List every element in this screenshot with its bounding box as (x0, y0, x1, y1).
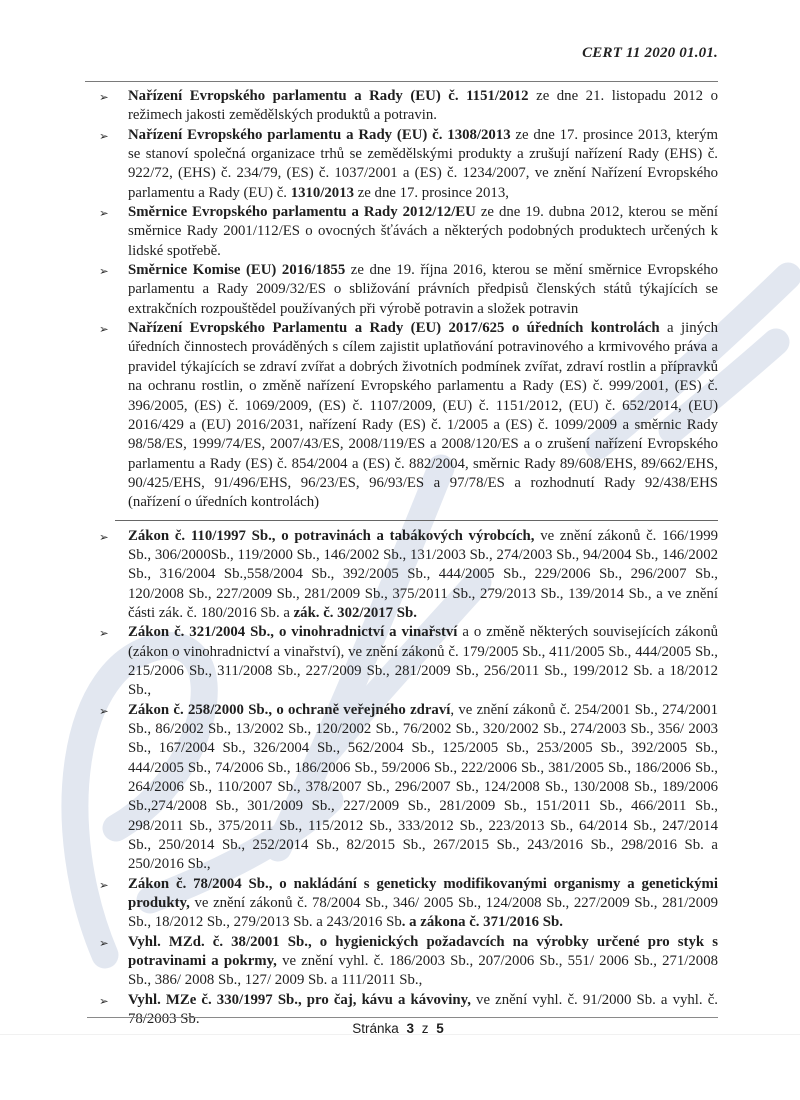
list-item (97, 527, 718, 624)
arrow-bullet-icon: ➢ (99, 935, 109, 950)
page-footer (0, 1021, 800, 1036)
list-item-text: Směrnice Komise (EU) 2016/1855 ze dne 19. října 2016, kterou se mění směrnice Evropského parlamentu a Rady 2009/32/ES o sbližování právních předpisů členských států týkajících se extrakčních rozpouštědel používaných při výrobě potravin a složek potravin (128, 262, 718, 317)
document-content (97, 87, 718, 1030)
list-item-text: Směrnice Evropského parlamentu a Rady 2012/12/EU ze dne 19. dubna 2012, kterou se mění směrnice Rady 2001/112/ES o ovocných šťávách a některých podobných produktech určených k lidské spotřebě. (128, 204, 718, 259)
list-item-text: Nařízení Evropského Parlamentu a Rady (EU) 2017/625 o úředních kontrolách a jiných úředních činnostech prováděných s cílem zajistit uplatňování potravinového a krmivového práva a pravidel týkajících se zdraví zvířat a dobrých životních podmínek zvířat, zdraví rostlin a přípravků na ochranu rostlin, o změně nařízení Evropského parlamentu a Rady (ES) č. 999/2001, (ES) č. 396/2005, (ES) č. 1069/2009, (ES) č. 1107/2009, (EU) č. 1151/2012, (EU) č. 652/2014, (EU) 2016/429 a (EU) 2016/2031, nařízení Rady (ES) č. 1/2005 a (ES) č. 1099/2009 a směrnic Rady 98/58/ES, 1999/74/ES, 2007/43/ES, 2008/119/ES a 2008/120/ES a o zrušení nařízení Evropského parlamentu a Rady (ES) č. 854/2004 a (ES) č. 882/2004, směrnic Rady 89/608/EHS, 89/662/EHS, 90/425/EHS, 91/496/EHS, 96/23/ES, 96/93/ES a 97/78/ES a rozhodnutí Rady 92/438/EHS (nařízení o úředních kontrolách) (128, 320, 718, 511)
list-item (97, 87, 718, 126)
list-item-text: Zákon č. 110/1997 Sb., o potravinách a tabákových výrobcích, ve znění zákonů č. 166/1999 Sb., 306/2000Sb., 119/2000 Sb., 146/2002 Sb., 131/2003 Sb., 274/2003 Sb., 94/2004 Sb., 146/2002 Sb., 316/2004 Sb.,558/2004 Sb., 392/2005 Sb., 444/2005 Sb., 229/2006 Sb., 296/2007 Sb., 120/2008 Sb., 227/2009 Sb., 281/2009 Sb., 375/2011 Sb., 279/2013 Sb., 139/2014 Sb., a ve znění části zák. č. 180/2016 Sb. a zák. č. 302/2017 Sb. (128, 527, 718, 621)
list-item-text: Vyhl. MZe č. 330/1997 Sb., pro čaj, kávu a kávoviny, ve znění vyhl. č. 91/2000 Sb. a vyhl. č. 78/2003 Sb. (128, 991, 719, 1028)
eu-regulations-list (97, 87, 718, 513)
list-item-text: Vyhl. MZd. č. 38/2001 Sb., o hygienických požadavcích na výrobky určené pro styk s potravinami a pokrmy, ve znění vyhl. č. 186/2003 Sb., 207/2006 Sb., 551/ 2006 Sb., 271/2008 Sb., 386/ 2008 Sb., 127/ 2009 Sb. a 111/2011 Sb., (128, 933, 718, 989)
arrow-bullet-icon: ➢ (99, 206, 109, 221)
arrow-bullet-icon: ➢ (99, 626, 109, 641)
arrow-bullet-icon: ➢ (99, 703, 109, 718)
footer-page-number: 3 (406, 1021, 414, 1036)
list-item (97, 623, 718, 700)
list-item (97, 701, 718, 875)
footer-rule (87, 1017, 718, 1018)
national-laws-list (97, 527, 718, 1030)
header-rule (85, 81, 718, 82)
list-item-text: Zákon č. 321/2004 Sb., o vinohradnictví a vinařství a o změně některých souvisejících zákonů (zákon o vinohradnictví a vinařství), ve znění zákonů č. 179/2005 Sb., 411/2005 Sb., 444/2005 Sb., 215/2006 Sb., 311/2008 Sb., 227/2009 Sb., 281/2009 Sb., 256/2011 Sb., 199/2012 Sb. a 18/2012 Sb., (128, 624, 718, 699)
list-item (97, 203, 718, 261)
arrow-bullet-icon: ➢ (99, 322, 109, 337)
list-item (97, 933, 718, 991)
arrow-bullet-icon: ➢ (99, 529, 109, 544)
arrow-bullet-icon: ➢ (99, 877, 109, 892)
list-item-text: Nařízení Evropského parlamentu a Rady (EU) č. 1308/2013 ze dne 17. prosince 2013, kterým se stanoví společná organizace trhů se zemědělskými produkty a zrušují nařízení Rady (EHS) č. 922/72, (EHS) č. 234/79, (ES) č. 1037/2001 a (ES) č. 1234/2007, ve znění Nařízení Evropského parlamentu a Rady (EU) č. 1310/2013 ze dne 17. prosince 2013, (128, 126, 718, 201)
footer-label: Stránka (352, 1021, 399, 1036)
arrow-bullet-icon: ➢ (99, 993, 109, 1008)
list-item-text: Nařízení Evropského parlamentu a Rady (EU) č. 1151/2012 ze dne 21. listopadu 2012 o režimech jakosti zemědělských produktů a potravin. (128, 88, 719, 124)
list-item-text: Zákon č. 258/2000 Sb., o ochraně veřejného zdraví, ve znění zákonů č. 254/2001 Sb., 274/2001 Sb., 86/2002 Sb., 13/2002 Sb., 120/2002 Sb., 76/2002 Sb., 320/2002 Sb., 274/2003 Sb., 356/ 2003 Sb., 167/2004 Sb., 326/2004 Sb., 562/2004 Sb., 125/2005 Sb., 253/2005 Sb., 392/2005 Sb., 444/2005 Sb., 74/2006 Sb., 186/2006 Sb., 59/2006 Sb., 222/2006 Sb., 381/2005 Sb., 186/2006 Sb., 264/2006 Sb., 110/2007 Sb., 378/2007 Sb., 296/2007 Sb., 124/2008 Sb., 130/2008 Sb., 189/2006 Sb.,274/2008 Sb., 301/2009 Sb., 227/2009 Sb., 281/2009 Sb., 151/2011 Sb., 466/2011 Sb., 298/2011 Sb., 375/2011 Sb., 115/2012 Sb., 333/2012 Sb., 223/2013 Sb., 64/2014 Sb., 247/2014 Sb., 250/2014 Sb., 252/2014 Sb., 82/2015 Sb., 267/2015 Sb., 243/2016 Sb., 298/2016 Sb. a 250/2016 Sb., (128, 701, 718, 873)
list-item (97, 875, 718, 933)
arrow-bullet-icon: ➢ (99, 264, 109, 279)
document-code: CERT 11 2020 01.01. (582, 45, 718, 61)
arrow-bullet-icon: ➢ (99, 90, 109, 104)
list-item (97, 319, 718, 512)
section-divider (115, 520, 718, 521)
list-item (97, 126, 718, 203)
footer-total-pages: 5 (436, 1021, 444, 1036)
list-item (97, 261, 718, 319)
footer-of-word: z (421, 1021, 429, 1036)
arrow-bullet-icon: ➢ (99, 128, 109, 143)
list-item-text: Zákon č. 78/2004 Sb., o nakládání s geneticky modifikovanými organismy a genetickými produkty, ve znění zákonů č. 78/2004 Sb., 346/ 2005 Sb., 124/2008 Sb., 227/2009 Sb., 281/2009 Sb., 18/2012 Sb., 279/2013 Sb. a 243/2016 Sb. a zákona č. 371/2016 Sb. (128, 875, 718, 931)
